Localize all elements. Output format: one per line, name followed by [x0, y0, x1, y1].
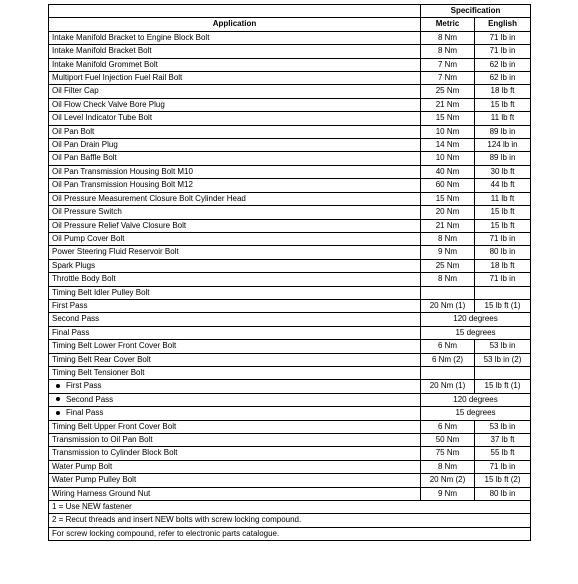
english-cell: 18 lb ft	[475, 85, 531, 98]
english-cell	[475, 286, 531, 299]
english-cell: 53 lb in (2)	[475, 353, 531, 366]
english-cell: 71 lb in	[475, 273, 531, 286]
application-label: Timing Belt Tensioner Bolt	[52, 367, 145, 377]
metric-cell: 75 Nm	[421, 447, 475, 460]
footnote-text: 1 = Use NEW fastener	[49, 501, 531, 514]
application-label: Timing Belt Lower Front Cover Bolt	[52, 341, 177, 351]
english-cell: 11 lb ft	[475, 112, 531, 125]
application-label: Second Pass	[66, 394, 114, 404]
table-row	[49, 474, 531, 487]
application-cell	[49, 447, 421, 460]
metric-cell: 15 Nm	[421, 112, 475, 125]
metric-cell: 20 Nm	[421, 206, 475, 219]
metric-cell: 21 Nm	[421, 219, 475, 232]
english-cell: 15 lb ft	[475, 98, 531, 111]
table-row	[49, 393, 531, 406]
table-row	[49, 273, 531, 286]
header-metric: Metric	[421, 18, 475, 31]
metric-cell	[421, 286, 475, 299]
metric-cell	[421, 366, 475, 379]
application-label: Oil Pump Cover Bolt	[52, 233, 125, 243]
application-cell	[49, 434, 421, 447]
application-label: Intake Manifold Bracket to Engine Block Bolt	[52, 32, 210, 42]
table-row	[49, 259, 531, 272]
english-cell: 80 lb in	[475, 246, 531, 259]
application-cell	[49, 326, 421, 339]
metric-cell: 25 Nm	[421, 259, 475, 272]
application-cell	[49, 286, 421, 299]
table-row	[49, 139, 531, 152]
bullet-icon	[56, 397, 60, 401]
note-row	[49, 501, 531, 514]
spec-merged-cell: 15 degrees	[421, 407, 531, 420]
table-row	[49, 380, 531, 393]
application-cell	[49, 299, 421, 312]
footnote-text: 2 = Recut threads and insert NEW bolts with screw locking compound.	[49, 514, 531, 527]
english-cell: 15 lb ft (1)	[475, 299, 531, 312]
table-row	[49, 112, 531, 125]
application-cell	[49, 219, 421, 232]
application-label: Intake Manifold Bracket Bolt	[52, 46, 152, 56]
metric-cell: 60 Nm	[421, 179, 475, 192]
application-cell	[49, 407, 421, 420]
application-cell	[49, 45, 421, 58]
english-cell: 53 lb in	[475, 340, 531, 353]
application-label: Oil Pan Drain Plug	[52, 140, 118, 150]
application-cell	[49, 72, 421, 85]
english-cell: 89 lb in	[475, 152, 531, 165]
english-cell: 62 lb in	[475, 58, 531, 71]
table-row	[49, 232, 531, 245]
footnote-text: For screw locking compound, refer to electronic parts catalogue.	[49, 527, 531, 540]
table-row	[49, 299, 531, 312]
header-english: English	[475, 18, 531, 31]
application-cell	[49, 366, 421, 379]
application-cell	[49, 58, 421, 71]
english-cell: 71 lb in	[475, 31, 531, 44]
header-application: Application	[49, 18, 421, 31]
table-row	[49, 206, 531, 219]
english-cell: 30 lb ft	[475, 165, 531, 178]
application-label: Water Pump Pulley Bolt	[52, 475, 137, 485]
english-cell: 80 lb in	[475, 487, 531, 500]
application-cell	[49, 393, 421, 406]
table-row	[49, 165, 531, 178]
table-row	[49, 45, 531, 58]
application-label: Oil Pan Transmission Housing Bolt M12	[52, 180, 193, 190]
metric-cell: 20 Nm (2)	[421, 474, 475, 487]
application-cell	[49, 85, 421, 98]
metric-cell: 40 Nm	[421, 165, 475, 178]
application-cell	[49, 353, 421, 366]
english-cell: 15 lb ft (2)	[475, 474, 531, 487]
application-cell	[49, 420, 421, 433]
english-cell: 89 lb in	[475, 125, 531, 138]
application-label: First Pass	[52, 300, 88, 310]
spec-merged-cell: 15 degrees	[421, 326, 531, 339]
application-cell	[49, 487, 421, 500]
metric-cell: 8 Nm	[421, 232, 475, 245]
application-label: Timing Belt Idler Pulley Bolt	[52, 287, 150, 297]
header-row-spec	[49, 5, 531, 18]
application-label: Throttle Body Bolt	[52, 274, 116, 284]
application-label: Oil Flow Check Valve Bore Plug	[52, 99, 165, 109]
bullet-icon	[56, 411, 60, 415]
note-row	[49, 527, 531, 540]
table-row	[49, 313, 531, 326]
metric-cell: 8 Nm	[421, 460, 475, 473]
table-row	[49, 326, 531, 339]
english-cell: 15 lb ft	[475, 206, 531, 219]
table-row	[49, 72, 531, 85]
english-cell: 37 lb ft	[475, 434, 531, 447]
application-label: Final Pass	[52, 327, 90, 337]
application-cell	[49, 112, 421, 125]
application-label: Final Pass	[66, 408, 104, 418]
note-row	[49, 514, 531, 527]
metric-cell: 20 Nm (1)	[421, 299, 475, 312]
application-cell	[49, 246, 421, 259]
application-label: Oil Pressure Relief Valve Closure Bolt	[52, 220, 187, 230]
table-row	[49, 152, 531, 165]
application-label: Oil Filter Cap	[52, 86, 99, 96]
english-cell: 55 lb ft	[475, 447, 531, 460]
english-cell: 71 lb in	[475, 232, 531, 245]
metric-cell: 50 Nm	[421, 434, 475, 447]
table-row	[49, 125, 531, 138]
application-cell	[49, 31, 421, 44]
application-label: First Pass	[66, 381, 102, 391]
application-cell	[49, 232, 421, 245]
english-cell: 71 lb in	[475, 460, 531, 473]
torque-spec-table	[48, 4, 531, 541]
english-cell: 62 lb in	[475, 72, 531, 85]
spec-table-body	[49, 31, 531, 540]
application-cell	[49, 273, 421, 286]
spec-merged-cell: 120 degrees	[421, 313, 531, 326]
application-cell	[49, 179, 421, 192]
table-row	[49, 407, 531, 420]
application-label: Timing Belt Rear Cover Bolt	[52, 354, 151, 364]
table-row	[49, 98, 531, 111]
table-row	[49, 434, 531, 447]
application-cell	[49, 340, 421, 353]
application-label: Power Steering Fluid Reservoir Bolt	[52, 247, 179, 257]
spec-merged-cell: 120 degrees	[421, 393, 531, 406]
table-row	[49, 420, 531, 433]
english-cell: 15 lb ft (1)	[475, 380, 531, 393]
english-cell: 71 lb in	[475, 45, 531, 58]
metric-cell: 25 Nm	[421, 85, 475, 98]
metric-cell: 14 Nm	[421, 139, 475, 152]
application-cell	[49, 192, 421, 205]
english-cell: 15 lb ft	[475, 219, 531, 232]
table-row	[49, 447, 531, 460]
table-row	[49, 179, 531, 192]
english-cell: 53 lb in	[475, 420, 531, 433]
metric-cell: 7 Nm	[421, 58, 475, 71]
table-row	[49, 286, 531, 299]
metric-cell: 10 Nm	[421, 125, 475, 138]
metric-cell: 10 Nm	[421, 152, 475, 165]
application-label: Multiport Fuel Injection Fuel Rail Bolt	[52, 73, 183, 83]
application-label: Oil Pressure Measurement Closure Bolt Cylinder Head	[52, 193, 246, 203]
table-row	[49, 340, 531, 353]
application-label: Oil Level Indicator Tube Bolt	[52, 113, 153, 123]
application-cell	[49, 460, 421, 473]
application-cell	[49, 206, 421, 219]
application-label: Wiring Harness Ground Nut	[52, 488, 151, 498]
table-row	[49, 460, 531, 473]
table-row	[49, 85, 531, 98]
table-row	[49, 246, 531, 259]
table-row	[49, 31, 531, 44]
table-row	[49, 366, 531, 379]
application-label: Second Pass	[52, 314, 100, 324]
metric-cell: 21 Nm	[421, 98, 475, 111]
metric-cell: 6 Nm	[421, 340, 475, 353]
header-row-columns	[49, 18, 531, 31]
application-label: Transmission to Oil Pan Bolt	[52, 435, 153, 444]
application-label: Oil Pressure Switch	[52, 207, 122, 217]
application-label: Transmission to Cylinder Block Bolt	[52, 448, 178, 458]
metric-cell: 8 Nm	[421, 273, 475, 286]
table-row	[49, 192, 531, 205]
application-label: Timing Belt Upper Front Cover Bolt	[52, 421, 177, 431]
table-row	[49, 487, 531, 500]
application-cell	[49, 474, 421, 487]
english-cell	[475, 366, 531, 379]
metric-cell: 8 Nm	[421, 31, 475, 44]
table-row	[49, 353, 531, 366]
application-cell	[49, 165, 421, 178]
metric-cell: 8 Nm	[421, 45, 475, 58]
table-row	[49, 58, 531, 71]
application-label: Oil Pan Transmission Housing Bolt M10	[52, 166, 193, 176]
english-cell: 11 lb ft	[475, 192, 531, 205]
table-row	[49, 219, 531, 232]
header-specification: Specification	[421, 5, 531, 18]
application-cell	[49, 152, 421, 165]
metric-cell: 15 Nm	[421, 192, 475, 205]
english-cell: 124 lb in	[475, 139, 531, 152]
english-cell: 44 lb ft	[475, 179, 531, 192]
application-cell	[49, 259, 421, 272]
header-blank	[49, 5, 421, 18]
application-cell	[49, 125, 421, 138]
application-label: Oil Pan Bolt	[52, 126, 95, 136]
application-cell	[49, 313, 421, 326]
application-label: Intake Manifold Grommet Bolt	[52, 59, 158, 69]
metric-cell: 6 Nm	[421, 420, 475, 433]
metric-cell: 9 Nm	[421, 246, 475, 259]
metric-cell: 7 Nm	[421, 72, 475, 85]
application-label: Water Pump Bolt	[52, 461, 113, 471]
application-cell	[49, 98, 421, 111]
metric-cell: 6 Nm (2)	[421, 353, 475, 366]
application-label: Oil Pan Baffle Bolt	[52, 153, 117, 163]
application-cell	[49, 380, 421, 393]
metric-cell: 20 Nm (1)	[421, 380, 475, 393]
metric-cell: 9 Nm	[421, 487, 475, 500]
application-cell	[49, 139, 421, 152]
bullet-icon	[56, 384, 60, 388]
application-label: Spark Plugs	[52, 260, 96, 270]
english-cell: 18 lb ft	[475, 259, 531, 272]
